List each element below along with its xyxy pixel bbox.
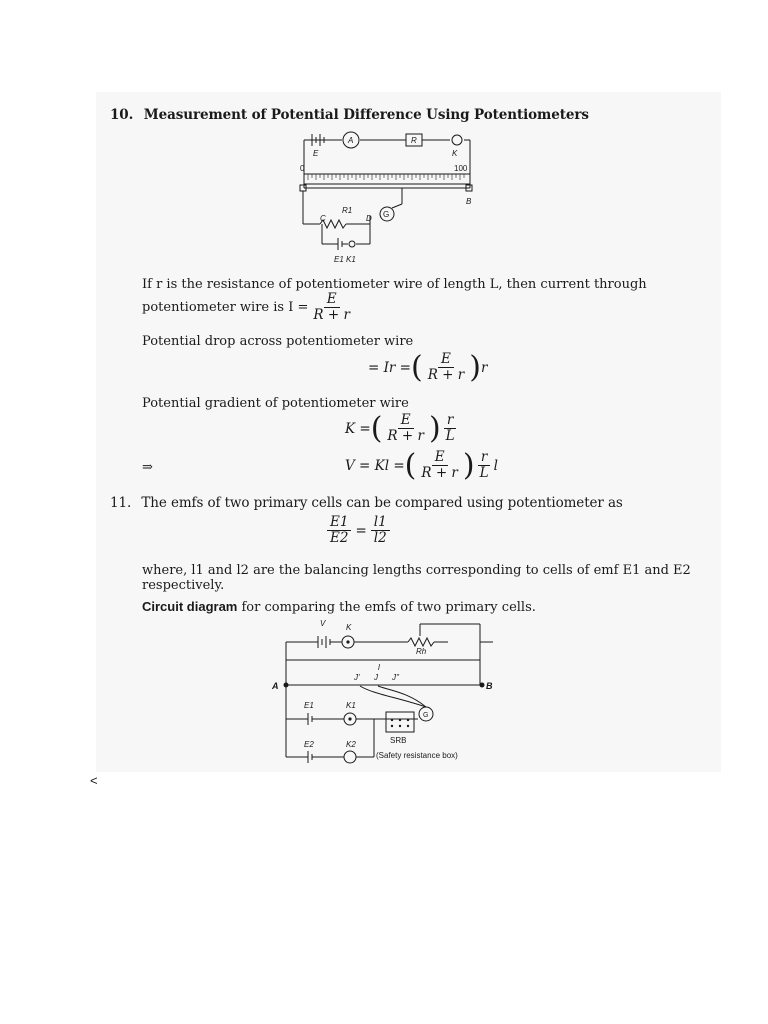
- label-k1: K1: [346, 701, 356, 710]
- potential-drop-label: Potential drop across potentiometer wire: [142, 334, 414, 349]
- label-k: K: [346, 623, 352, 632]
- label-j-prime: J': [354, 673, 360, 682]
- label-galvanometer: G: [423, 712, 429, 719]
- balancing-lengths-line1: where, l1 and l2 are the balancing lengths corresponding to cells of emf E1 and E2: [142, 563, 691, 578]
- potential-drop-equation: = Ir = ( $\frac{E}{R + r}$ ) r: [368, 349, 488, 385]
- section-11-heading: [110, 495, 623, 511]
- label-a: A: [272, 681, 279, 691]
- label-e: E: [313, 149, 319, 158]
- label-c: C: [320, 214, 326, 223]
- emf-ratio-equation: $\frac{E1}{E2}$ = $\frac{l1}{l2}$: [325, 515, 392, 546]
- current-formula-line: [142, 292, 355, 323]
- current-fraction: $\frac{E}{R + r}$: [313, 291, 350, 323]
- label-zero: 0: [300, 164, 305, 173]
- label-rheostat: Rh: [416, 647, 427, 656]
- label-e2: E2: [304, 740, 314, 749]
- section-10-title: Measurement of Potential Difference Using Potentiometers: [143, 107, 589, 123]
- current-description-line2: potentiometer wire is I =: [142, 300, 309, 315]
- circuit-diagram-caption-bold: Circuit diagram: [142, 599, 238, 614]
- potentiometer-circuit-diagram: [282, 126, 492, 268]
- label-v: V: [320, 619, 326, 628]
- label-length-l: l: [378, 663, 380, 672]
- section-11-number: 11.: [110, 495, 132, 511]
- label-b: B: [466, 197, 472, 206]
- emf-comparison-circuit-diagram: [268, 612, 508, 772]
- circuit-diagram-caption-rest: for comparing the emfs of two primary cells.: [237, 600, 536, 615]
- voltage-equation: V = Kl = ( $\frac{E}{R + r}$ ) $\frac{r}{L}$ l: [345, 447, 498, 483]
- section-10-number: 10.: [110, 107, 134, 123]
- label-k2: K2: [346, 740, 356, 749]
- label-j: J: [374, 673, 378, 682]
- label-k: K: [452, 149, 458, 158]
- label-e1: E1: [304, 701, 314, 710]
- potential-gradient-equation: K = ( $\frac{E}{R + r}$ ) $\frac{r}{L}$: [345, 410, 455, 446]
- label-ammeter: A: [348, 136, 354, 145]
- label-galvanometer: G: [383, 210, 390, 219]
- label-e1-k1: E1 K1: [334, 255, 356, 264]
- section-11-title: The emfs of two primary cells can be compared using potentiometer as: [141, 495, 623, 511]
- current-description-line1: If r is the resistance of potentiometer wire of length L, then current through: [142, 277, 647, 292]
- label-d: D: [366, 214, 372, 223]
- balancing-lengths-line2: respectively.: [142, 578, 225, 593]
- label-j-double-prime: J'': [392, 673, 400, 682]
- potential-gradient-label: Potential gradient of potentiometer wire: [142, 396, 409, 411]
- page-marker: <: [90, 773, 98, 788]
- label-safety-resistance-box: (Safety resistance box): [376, 751, 458, 760]
- label-b: B: [486, 681, 493, 691]
- label-r1: R1: [342, 206, 353, 215]
- label-hundred: 100: [454, 164, 468, 173]
- implies-symbol: ⇒: [142, 460, 153, 475]
- section-10-heading: [110, 107, 589, 123]
- label-srb: SRB: [390, 736, 407, 745]
- label-r: R: [411, 136, 417, 145]
